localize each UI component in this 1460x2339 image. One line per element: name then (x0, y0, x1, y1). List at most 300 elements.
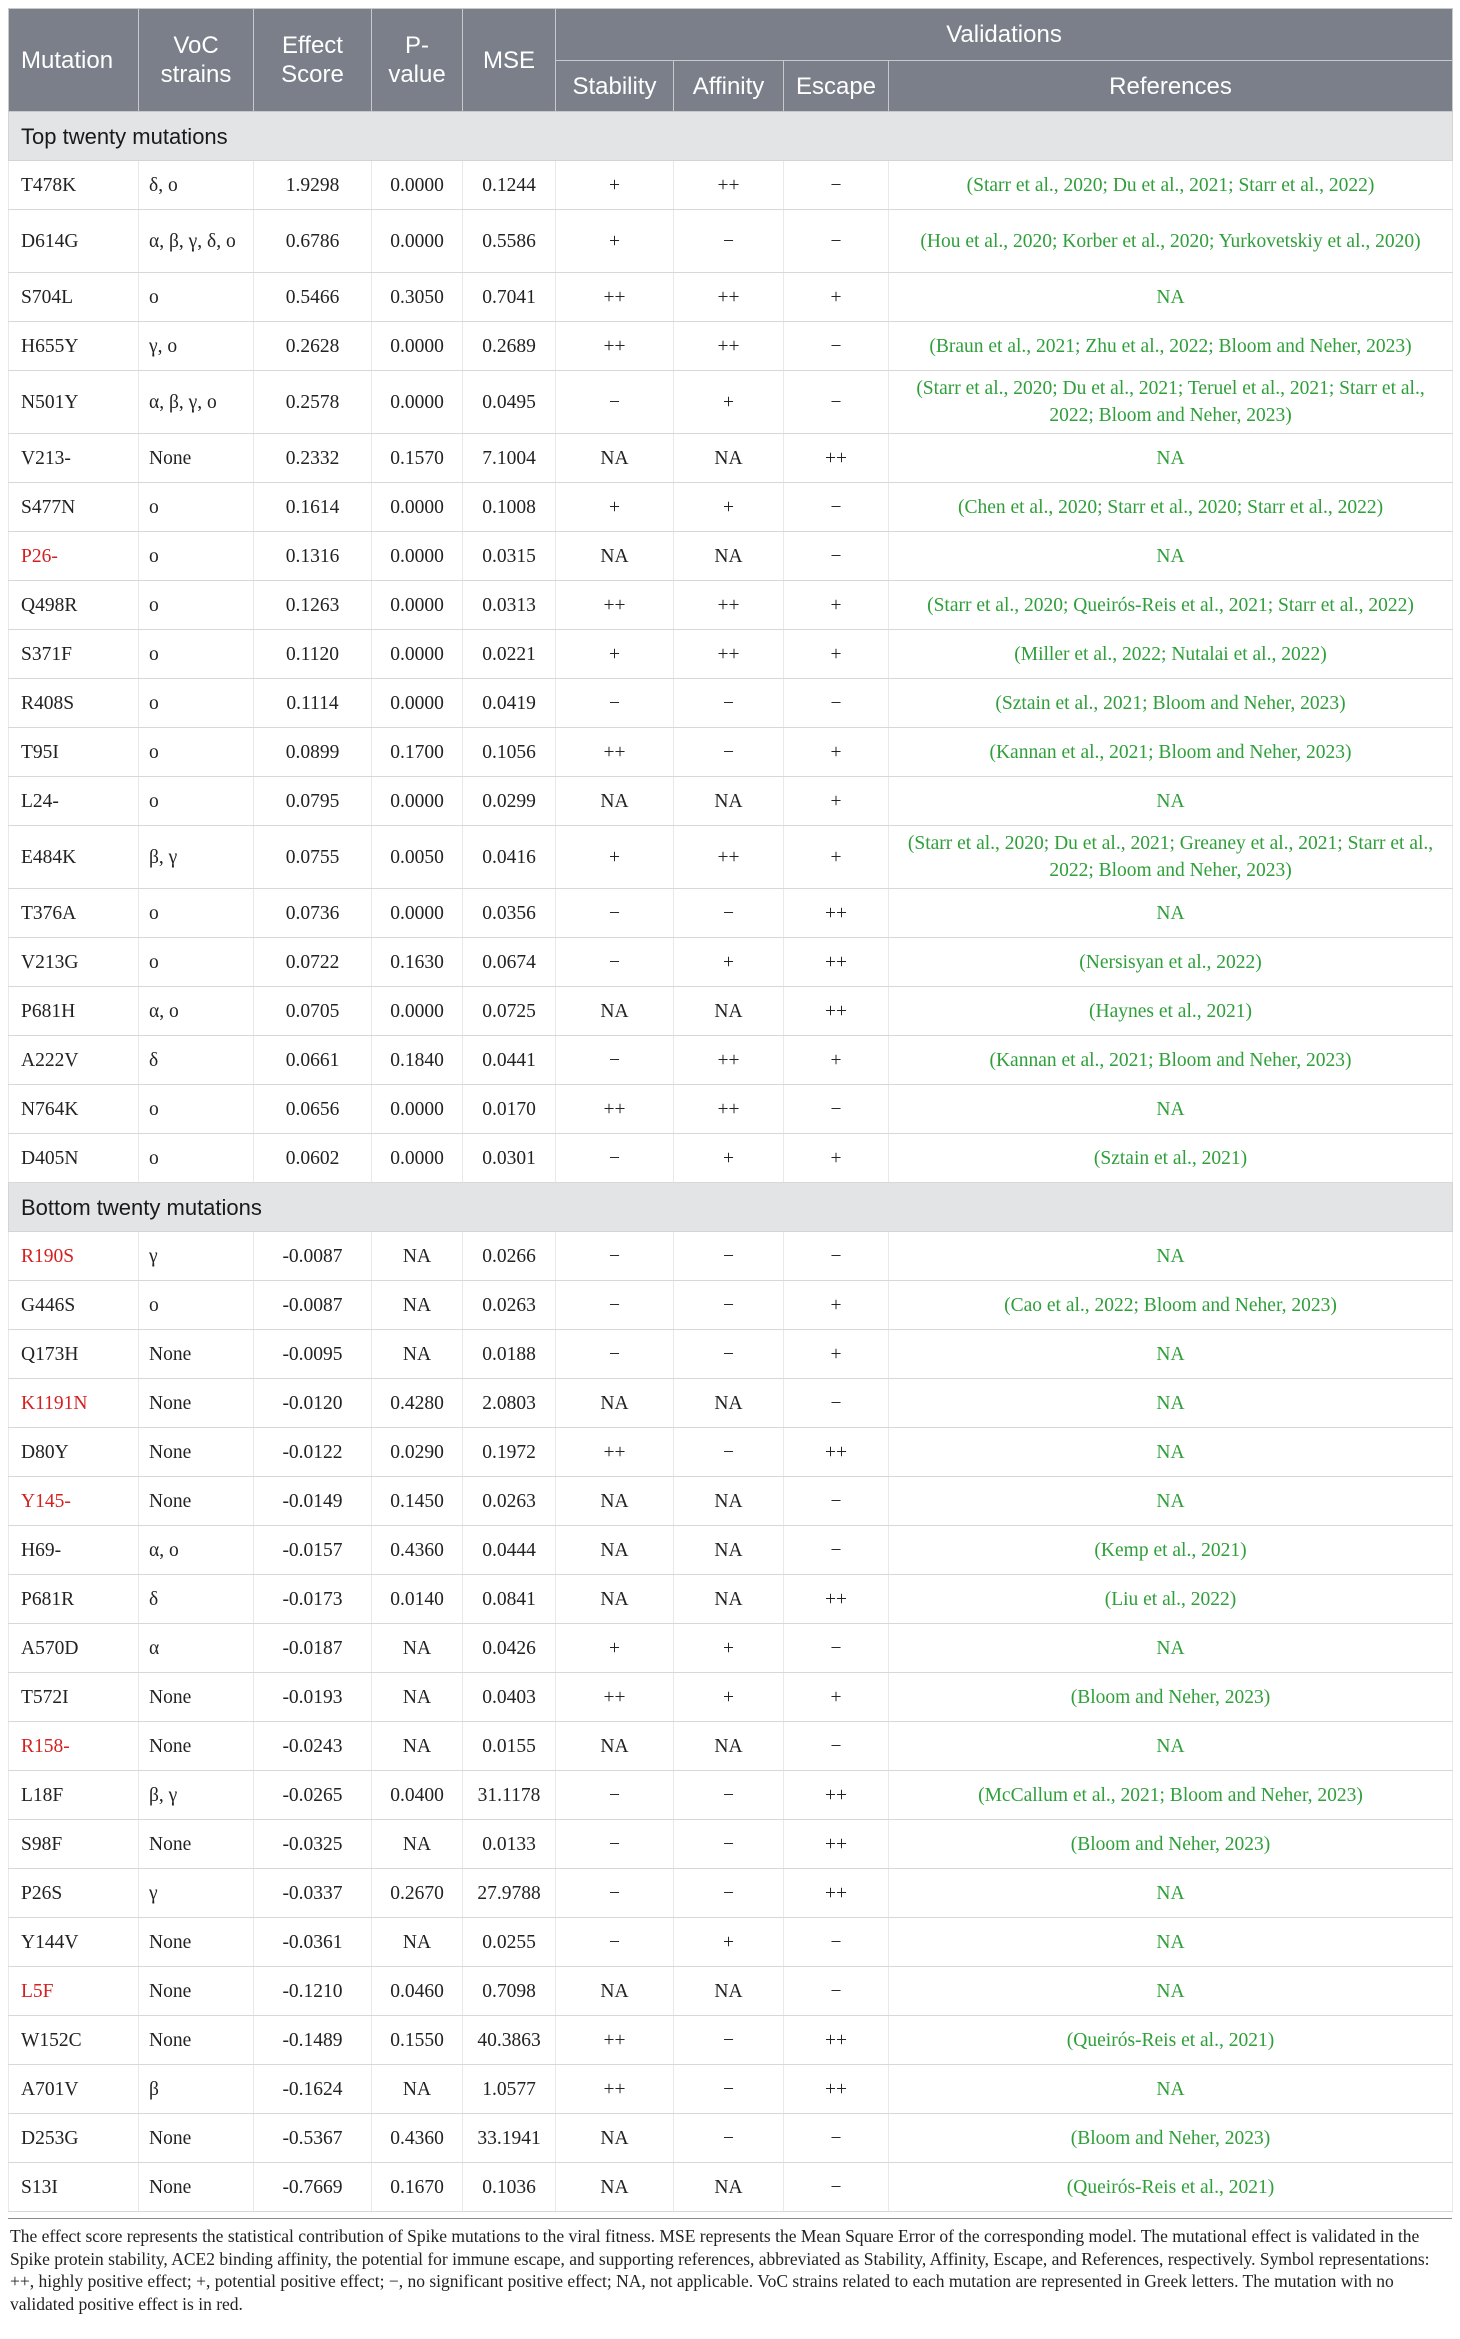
references-cell: (Queirós-Reis et al., 2021) (889, 2016, 1453, 2065)
table-row (9, 1232, 1453, 1281)
effect-score-cell: 0.1120 (254, 630, 372, 679)
p-value-cell: 0.0460 (372, 1967, 463, 2016)
references-cell: (Starr et al., 2020; Du et al., 2021; Teruel et al., 2021; Starr et al., 2022; Bloom and Neher, 2023) (889, 371, 1453, 434)
header-references: References (889, 61, 1453, 112)
escape-cell: ++ (784, 1869, 889, 1918)
stability-cell: + (556, 826, 674, 889)
references-cell: NA (889, 2065, 1453, 2114)
p-value-cell: 0.1630 (372, 938, 463, 987)
effect-score-cell: -0.0087 (254, 1232, 372, 1281)
stability-cell: ++ (556, 581, 674, 630)
stability-cell: − (556, 938, 674, 987)
table-row (9, 1869, 1453, 1918)
p-value-cell: NA (372, 1820, 463, 1869)
table-row (9, 1379, 1453, 1428)
stability-cell: − (556, 371, 674, 434)
effect-score-cell: 0.0722 (254, 938, 372, 987)
mse-cell: 0.1056 (463, 728, 556, 777)
affinity-cell: ++ (674, 1085, 784, 1134)
mutation-cell: K1191N (9, 1379, 139, 1428)
stability-cell: + (556, 161, 674, 210)
effect-score-cell: 0.0656 (254, 1085, 372, 1134)
mse-cell: 0.0263 (463, 1281, 556, 1330)
escape-cell: − (784, 483, 889, 532)
affinity-cell: NA (674, 987, 784, 1036)
escape-cell: − (784, 322, 889, 371)
effect-score-cell: -0.0187 (254, 1624, 372, 1673)
voc-strains-cell: None (139, 1967, 254, 2016)
p-value-cell: 0.0000 (372, 987, 463, 1036)
mse-cell: 0.0426 (463, 1624, 556, 1673)
affinity-cell: − (674, 1232, 784, 1281)
mutation-cell: H69- (9, 1526, 139, 1575)
mutation-cell: H655Y (9, 322, 139, 371)
section-title: Bottom twenty mutations (9, 1183, 1453, 1232)
voc-strains-cell: None (139, 1673, 254, 1722)
table-row (9, 1673, 1453, 1722)
references-cell: (Hou et al., 2020; Korber et al., 2020; Yurkovetskiy et al., 2020) (889, 210, 1453, 273)
references-cell: (Haynes et al., 2021) (889, 987, 1453, 1036)
stability-cell: − (556, 1820, 674, 1869)
escape-cell: + (784, 1330, 889, 1379)
references-cell: NA (889, 1477, 1453, 1526)
references-cell: (Liu et al., 2022) (889, 1575, 1453, 1624)
mse-cell: 0.1244 (463, 161, 556, 210)
affinity-cell: ++ (674, 630, 784, 679)
mutation-cell: N764K (9, 1085, 139, 1134)
p-value-cell: 0.0000 (372, 630, 463, 679)
effect-score-cell: -0.0243 (254, 1722, 372, 1771)
p-value-cell: 0.0000 (372, 777, 463, 826)
references-cell: (Sztain et al., 2021; Bloom and Neher, 2023) (889, 679, 1453, 728)
voc-strains-cell: None (139, 2114, 254, 2163)
voc-strains-cell: δ (139, 1575, 254, 1624)
escape-cell: + (784, 273, 889, 322)
voc-strains-cell: α, o (139, 1526, 254, 1575)
references-cell: (Cao et al., 2022; Bloom and Neher, 2023) (889, 1281, 1453, 1330)
table-row (9, 273, 1453, 322)
effect-score-cell: -0.0095 (254, 1330, 372, 1379)
table-row (9, 1526, 1453, 1575)
stability-cell: + (556, 630, 674, 679)
references-cell: (Starr et al., 2020; Du et al., 2021; Starr et al., 2022) (889, 161, 1453, 210)
affinity-cell: + (674, 938, 784, 987)
p-value-cell: NA (372, 1624, 463, 1673)
mse-cell: 27.9788 (463, 1869, 556, 1918)
references-cell: NA (889, 1722, 1453, 1771)
effect-score-cell: 0.5466 (254, 273, 372, 322)
voc-strains-cell: None (139, 1918, 254, 1967)
escape-cell: − (784, 161, 889, 210)
effect-score-cell: 0.0755 (254, 826, 372, 889)
references-cell: NA (889, 434, 1453, 483)
escape-cell: + (784, 581, 889, 630)
p-value-cell: 0.0290 (372, 1428, 463, 1477)
p-value-cell: 0.1670 (372, 2163, 463, 2212)
references-cell: NA (889, 1967, 1453, 2016)
mutation-cell: R408S (9, 679, 139, 728)
mutation-cell: V213G (9, 938, 139, 987)
mutation-cell: T376A (9, 889, 139, 938)
mse-cell: 0.0441 (463, 1036, 556, 1085)
stability-cell: − (556, 1134, 674, 1183)
table-container (8, 8, 1452, 2315)
table-row (9, 679, 1453, 728)
escape-cell: − (784, 1379, 889, 1428)
mse-cell: 0.0495 (463, 371, 556, 434)
voc-strains-cell: α, β, γ, δ, o (139, 210, 254, 273)
voc-strains-cell: o (139, 728, 254, 777)
voc-strains-cell: γ (139, 1869, 254, 1918)
references-cell: (Queirós-Reis et al., 2021) (889, 2163, 1453, 2212)
affinity-cell: NA (674, 532, 784, 581)
mutation-cell: A222V (9, 1036, 139, 1085)
affinity-cell: − (674, 210, 784, 273)
escape-cell: − (784, 532, 889, 581)
header-effect-score: Effect Score (254, 9, 372, 112)
effect-score-cell: 0.1316 (254, 532, 372, 581)
affinity-cell: ++ (674, 273, 784, 322)
mse-cell: 0.0255 (463, 1918, 556, 1967)
p-value-cell: NA (372, 1673, 463, 1722)
effect-score-cell: 0.0661 (254, 1036, 372, 1085)
p-value-cell: NA (372, 1281, 463, 1330)
mutation-cell: P681R (9, 1575, 139, 1624)
stability-cell: NA (556, 777, 674, 826)
table-body (9, 112, 1453, 2212)
p-value-cell: 0.0000 (372, 679, 463, 728)
stability-cell: ++ (556, 273, 674, 322)
voc-strains-cell: δ (139, 1036, 254, 1085)
escape-cell: + (784, 1134, 889, 1183)
escape-cell: − (784, 210, 889, 273)
stability-cell: − (556, 1330, 674, 1379)
affinity-cell: ++ (674, 161, 784, 210)
stability-cell: − (556, 1869, 674, 1918)
header-escape: Escape (784, 61, 889, 112)
table-row (9, 1624, 1453, 1673)
mutation-cell: P26S (9, 1869, 139, 1918)
mutation-cell: P681H (9, 987, 139, 1036)
affinity-cell: NA (674, 2163, 784, 2212)
p-value-cell: 0.1550 (372, 2016, 463, 2065)
table-row (9, 2065, 1453, 2114)
references-cell: NA (889, 1624, 1453, 1673)
mutation-cell: S477N (9, 483, 139, 532)
escape-cell: − (784, 2114, 889, 2163)
table-row (9, 434, 1453, 483)
affinity-cell: NA (674, 1575, 784, 1624)
voc-strains-cell: o (139, 1085, 254, 1134)
references-cell: (Starr et al., 2020; Queirós-Reis et al., 2021; Starr et al., 2022) (889, 581, 1453, 630)
mse-cell: 0.7041 (463, 273, 556, 322)
mutation-cell: Y145- (9, 1477, 139, 1526)
mutation-cell: T572I (9, 1673, 139, 1722)
mutation-cell: A570D (9, 1624, 139, 1673)
references-cell: NA (889, 1330, 1453, 1379)
escape-cell: + (784, 777, 889, 826)
effect-score-cell: -0.5367 (254, 2114, 372, 2163)
effect-score-cell: 0.0899 (254, 728, 372, 777)
mse-cell: 0.1008 (463, 483, 556, 532)
mse-cell: 2.0803 (463, 1379, 556, 1428)
affinity-cell: + (674, 1918, 784, 1967)
references-cell: (Nersisyan et al., 2022) (889, 938, 1453, 987)
mse-cell: 33.1941 (463, 2114, 556, 2163)
table-row (9, 1281, 1453, 1330)
table-row (9, 630, 1453, 679)
effect-score-cell: -0.0087 (254, 1281, 372, 1330)
references-cell: (Chen et al., 2020; Starr et al., 2020; Starr et al., 2022) (889, 483, 1453, 532)
stability-cell: − (556, 1036, 674, 1085)
effect-score-cell: 0.0795 (254, 777, 372, 826)
escape-cell: − (784, 1477, 889, 1526)
p-value-cell: 0.0000 (372, 1085, 463, 1134)
escape-cell: − (784, 1232, 889, 1281)
voc-strains-cell: o (139, 777, 254, 826)
affinity-cell: NA (674, 1967, 784, 2016)
effect-score-cell: 1.9298 (254, 161, 372, 210)
p-value-cell: 0.1450 (372, 1477, 463, 1526)
mutation-cell: D614G (9, 210, 139, 273)
table-row (9, 728, 1453, 777)
mse-cell: 0.0356 (463, 889, 556, 938)
table-row (9, 1820, 1453, 1869)
table-row (9, 1330, 1453, 1379)
effect-score-cell: -0.1489 (254, 2016, 372, 2065)
effect-score-cell: -0.0193 (254, 1673, 372, 1722)
mutation-cell: T478K (9, 161, 139, 210)
mse-cell: 0.0315 (463, 532, 556, 581)
voc-strains-cell: o (139, 630, 254, 679)
stability-cell: ++ (556, 1428, 674, 1477)
mse-cell: 1.0577 (463, 2065, 556, 2114)
references-cell: (Bloom and Neher, 2023) (889, 1820, 1453, 1869)
mse-cell: 0.0301 (463, 1134, 556, 1183)
references-cell: (Miller et al., 2022; Nutalai et al., 2022) (889, 630, 1453, 679)
p-value-cell: 0.0000 (372, 322, 463, 371)
affinity-cell: + (674, 1624, 784, 1673)
voc-strains-cell: None (139, 2016, 254, 2065)
mse-cell: 0.0403 (463, 1673, 556, 1722)
voc-strains-cell: γ, o (139, 322, 254, 371)
escape-cell: − (784, 679, 889, 728)
voc-strains-cell: β (139, 2065, 254, 2114)
voc-strains-cell: o (139, 483, 254, 532)
escape-cell: + (784, 826, 889, 889)
table-row (9, 938, 1453, 987)
references-cell: (McCallum et al., 2021; Bloom and Neher, 2023) (889, 1771, 1453, 1820)
header-validations: Validations (556, 9, 1453, 61)
table-row (9, 1575, 1453, 1624)
p-value-cell: 0.4280 (372, 1379, 463, 1428)
affinity-cell: − (674, 889, 784, 938)
mutation-cell: D253G (9, 2114, 139, 2163)
references-cell: (Kannan et al., 2021; Bloom and Neher, 2023) (889, 1036, 1453, 1085)
voc-strains-cell: o (139, 1134, 254, 1183)
escape-cell: − (784, 1722, 889, 1771)
table-row (9, 1918, 1453, 1967)
p-value-cell: 0.0000 (372, 161, 463, 210)
table-row (9, 2163, 1453, 2212)
mse-cell: 0.1036 (463, 2163, 556, 2212)
escape-cell: + (784, 630, 889, 679)
mutation-cell: G446S (9, 1281, 139, 1330)
mutation-cell: N501Y (9, 371, 139, 434)
mse-cell: 0.0266 (463, 1232, 556, 1281)
table-row (9, 1477, 1453, 1526)
escape-cell: ++ (784, 987, 889, 1036)
stability-cell: − (556, 1918, 674, 1967)
affinity-cell: NA (674, 777, 784, 826)
effect-score-cell: -0.0325 (254, 1820, 372, 1869)
effect-score-cell: 0.0705 (254, 987, 372, 1036)
voc-strains-cell: o (139, 273, 254, 322)
escape-cell: + (784, 1673, 889, 1722)
affinity-cell: − (674, 1869, 784, 1918)
references-cell: NA (889, 777, 1453, 826)
mutation-cell: Q173H (9, 1330, 139, 1379)
affinity-cell: − (674, 1330, 784, 1379)
voc-strains-cell: β, γ (139, 1771, 254, 1820)
table-row (9, 2114, 1453, 2163)
mse-cell: 7.1004 (463, 434, 556, 483)
voc-strains-cell: β, γ (139, 826, 254, 889)
effect-score-cell: 0.6786 (254, 210, 372, 273)
table-row (9, 210, 1453, 273)
stability-cell: + (556, 483, 674, 532)
voc-strains-cell: o (139, 581, 254, 630)
effect-score-cell: 0.2332 (254, 434, 372, 483)
mse-cell: 0.0725 (463, 987, 556, 1036)
voc-strains-cell: o (139, 889, 254, 938)
affinity-cell: − (674, 2114, 784, 2163)
table-row (9, 483, 1453, 532)
escape-cell: − (784, 2163, 889, 2212)
p-value-cell: 0.0000 (372, 1134, 463, 1183)
escape-cell: ++ (784, 1771, 889, 1820)
table-row (9, 777, 1453, 826)
voc-strains-cell: None (139, 1428, 254, 1477)
voc-strains-cell: None (139, 1820, 254, 1869)
header-p-value: P-value (372, 9, 463, 112)
mse-cell: 0.0170 (463, 1085, 556, 1134)
affinity-cell: − (674, 1428, 784, 1477)
references-cell: (Bloom and Neher, 2023) (889, 1673, 1453, 1722)
effect-score-cell: 0.1114 (254, 679, 372, 728)
section-row (9, 1183, 1453, 1232)
voc-strains-cell: o (139, 679, 254, 728)
affinity-cell: + (674, 371, 784, 434)
table-row (9, 1967, 1453, 2016)
effect-score-cell: 0.2578 (254, 371, 372, 434)
effect-score-cell: -0.0337 (254, 1869, 372, 1918)
mutation-cell: R158- (9, 1722, 139, 1771)
references-cell: NA (889, 1085, 1453, 1134)
stability-cell: NA (556, 532, 674, 581)
stability-cell: − (556, 889, 674, 938)
stability-cell: + (556, 210, 674, 273)
stability-cell: NA (556, 1477, 674, 1526)
affinity-cell: ++ (674, 1036, 784, 1085)
p-value-cell: 0.0000 (372, 483, 463, 532)
references-cell: (Kannan et al., 2021; Bloom and Neher, 2023) (889, 728, 1453, 777)
table-row (9, 1722, 1453, 1771)
table-row (9, 889, 1453, 938)
p-value-cell: 0.0000 (372, 210, 463, 273)
voc-strains-cell: None (139, 1722, 254, 1771)
affinity-cell: NA (674, 1722, 784, 1771)
references-cell: NA (889, 273, 1453, 322)
p-value-cell: 0.4360 (372, 2114, 463, 2163)
table-row (9, 581, 1453, 630)
table-row (9, 371, 1453, 434)
escape-cell: − (784, 1526, 889, 1575)
mse-cell: 0.0444 (463, 1526, 556, 1575)
affinity-cell: − (674, 728, 784, 777)
escape-cell: + (784, 728, 889, 777)
mse-cell: 0.0221 (463, 630, 556, 679)
table-row (9, 1428, 1453, 1477)
stability-cell: NA (556, 1526, 674, 1575)
affinity-cell: − (674, 2016, 784, 2065)
mse-cell: 0.0841 (463, 1575, 556, 1624)
p-value-cell: 0.0050 (372, 826, 463, 889)
references-cell: (Kemp et al., 2021) (889, 1526, 1453, 1575)
table-header (9, 9, 1453, 112)
mse-cell: 0.0416 (463, 826, 556, 889)
mse-cell: 0.0133 (463, 1820, 556, 1869)
references-cell: NA (889, 1379, 1453, 1428)
affinity-cell: − (674, 2065, 784, 2114)
voc-strains-cell: α (139, 1624, 254, 1673)
escape-cell: + (784, 1281, 889, 1330)
effect-score-cell: 0.0736 (254, 889, 372, 938)
mutation-cell: E484K (9, 826, 139, 889)
stability-cell: − (556, 1281, 674, 1330)
mse-cell: 0.0313 (463, 581, 556, 630)
stability-cell: NA (556, 1722, 674, 1771)
references-cell: NA (889, 889, 1453, 938)
mutation-cell: L24- (9, 777, 139, 826)
stability-cell: NA (556, 987, 674, 1036)
stability-cell: ++ (556, 1673, 674, 1722)
mse-cell: 0.1972 (463, 1428, 556, 1477)
header-voc-strains: VoC strains (139, 9, 254, 112)
effect-score-cell: 0.1263 (254, 581, 372, 630)
mutation-cell: D80Y (9, 1428, 139, 1477)
references-cell: (Bloom and Neher, 2023) (889, 2114, 1453, 2163)
escape-cell: − (784, 371, 889, 434)
voc-strains-cell: None (139, 1477, 254, 1526)
mse-cell: 40.3863 (463, 2016, 556, 2065)
p-value-cell: 0.2670 (372, 1869, 463, 1918)
references-cell: NA (889, 1232, 1453, 1281)
references-cell: NA (889, 1918, 1453, 1967)
stability-cell: − (556, 1232, 674, 1281)
effect-score-cell: 0.2628 (254, 322, 372, 371)
mutation-cell: Y144V (9, 1918, 139, 1967)
voc-strains-cell: α, o (139, 987, 254, 1036)
mutation-cell: Q498R (9, 581, 139, 630)
references-cell: NA (889, 1428, 1453, 1477)
mse-cell: 0.0674 (463, 938, 556, 987)
escape-cell: − (784, 1967, 889, 2016)
p-value-cell: 0.0140 (372, 1575, 463, 1624)
table-footnote: The effect score represents the statistical contribution of Spike mutations to the viral fitness. MSE represents the Mean Square Error of the corresponding model. The mutational effect is validated in the Spike protein stability, ACE2 binding affinity, the potential for immune escape, and supporting references, abbreviated as Stability, Affinity, Escape, and References, respectively. Symbol representations: ++, highly positive effect; +, potential positive effect; −, no significant positive effect; NA, not applicable. VoC strains related to each mutation are represented in Greek letters. The mutation with no validated positive effect is in red. (8, 2218, 1452, 2315)
effect-score-cell: 0.0602 (254, 1134, 372, 1183)
references-cell: (Sztain et al., 2021) (889, 1134, 1453, 1183)
